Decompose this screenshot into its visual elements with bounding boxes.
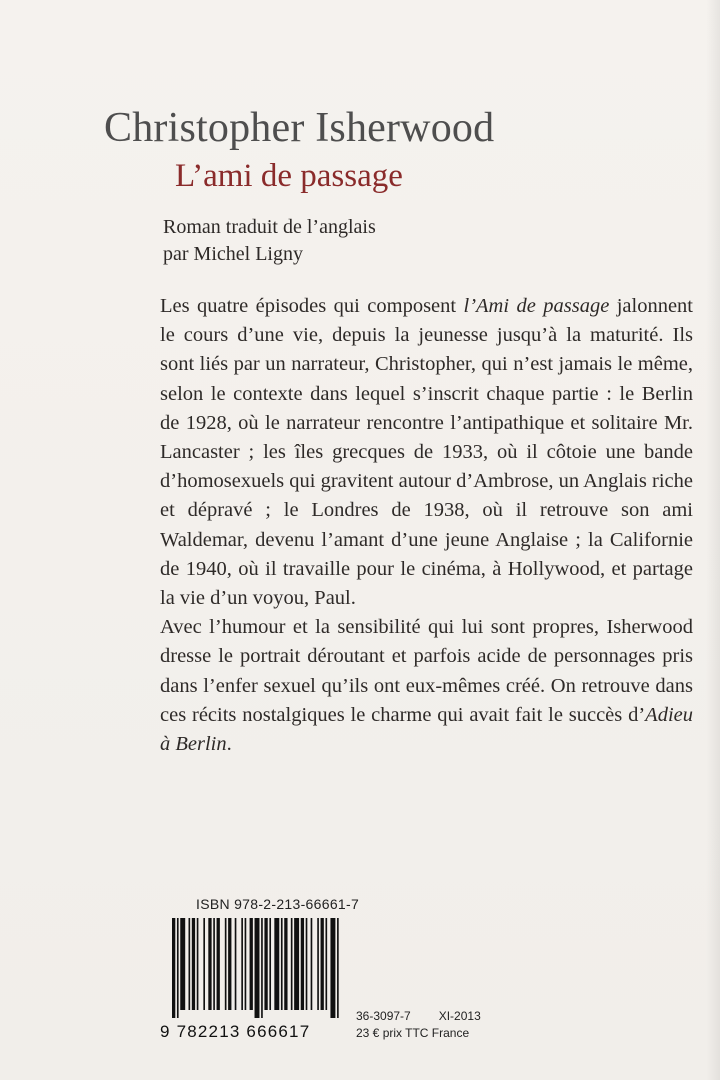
barcode-digits: 9 782213 666617 [160,1022,311,1041]
blurb-p2-start: Avec l’humour et la sensibilité qui lui sont propres, Isherwood dresse le portrait déroutant et parfois acide de personnages pris dans l’enfer sexuel qu’ils ont eux-mêmes créé. On retrouve dans ces récits nostalgiques le charme qui avait fait le succès d’ [160,616,693,726]
blurb-p1-start: Les quatre épisodes qui composent [160,295,464,317]
blurb-p2-title: Adieu à Berlin [160,703,693,756]
blurb-p1-title: l’Ami de passage [463,295,610,317]
meta-price: 23 € prix TTC France [356,1026,470,1040]
translation-line-2: par Michel Ligny [163,243,303,265]
blurb-paragraph-1 [160,292,693,613]
page-edge-shadow [706,0,720,1080]
book-title: L’ami de passage [175,158,403,194]
blurb-paragraph-2 [160,613,693,759]
blurb-p2-end: . [226,733,232,756]
author-name: Christopher Isherwood [104,105,495,151]
blurb-p1-end: jalonnent le cours d’une vie, depuis la jeunesse jusqu’à la maturité. Ils sont liés par un narrateur, Christopher, qui n’est jamais le même, selon le contexte dans lequel s’inscrit chaque partie : le Berlin de 1928, où le narrateur rencontre l’antipathique et solitaire Mr. Lancaster ; les îles grecques de 1933, où il côtoie une bande d’homosexuels qui gravitent autour d’Ambrose, un Anglais riche et dépravé ; le Londres de 1938, où il retrouve son ami Waldemar, devenu l’amant d’une jeune Anglaise ; la Californie de 1940, où il travaille pour le cinéma, à Hollywood, et partage la vie d’un voyou, Paul. [160,295,693,610]
publisher-meta [356,1008,481,1042]
meta-line-1 [356,1008,481,1025]
meta-code: 36-3097-7 [356,1009,411,1023]
translation-credit [163,214,376,268]
meta-date: XI-2013 [438,1009,481,1023]
translation-line-1: Roman traduit de l’anglais [163,216,376,238]
isbn-label: ISBN 978-2-213-66661-7 [196,896,360,912]
barcode [172,918,342,1018]
blurb [160,292,693,759]
